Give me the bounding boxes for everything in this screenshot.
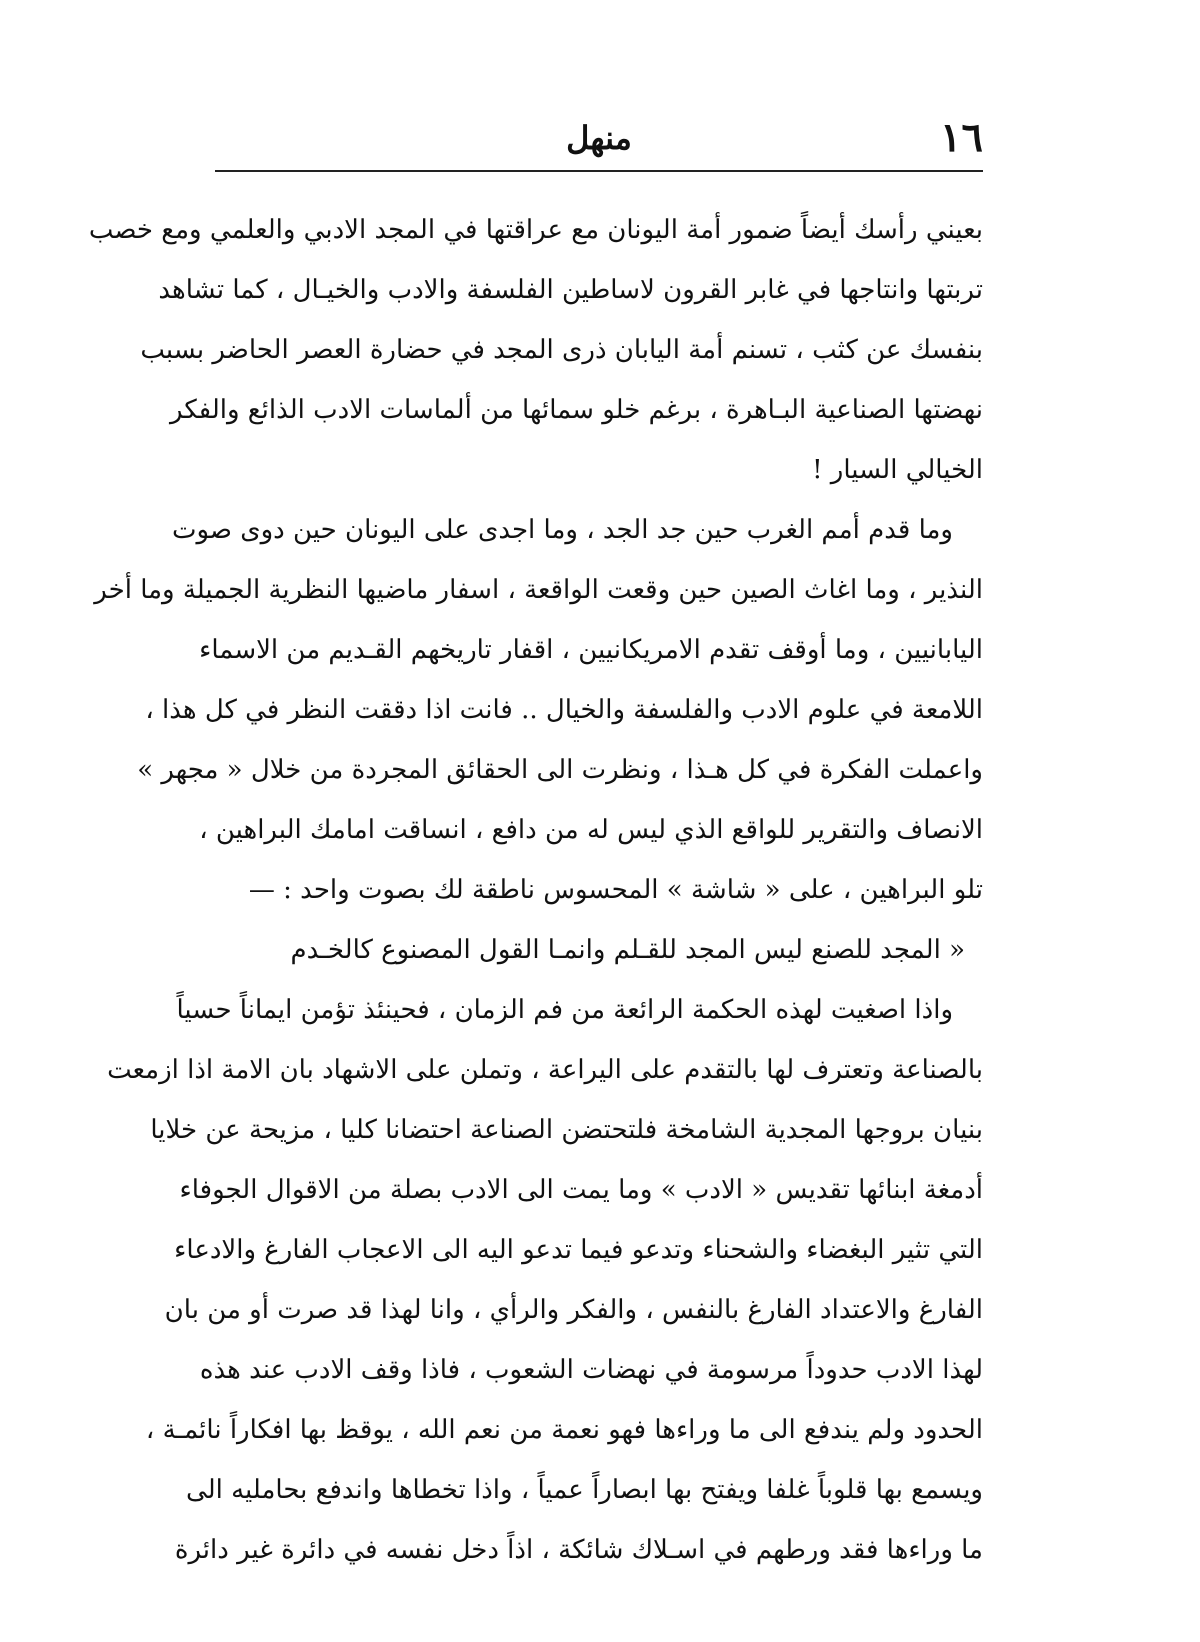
verse-line: « المجد للصنع ليس المجد للقـلم وانمـا القول المصنوع كالخـدم: [290, 935, 965, 965]
journal-title: منهل: [566, 119, 632, 157]
text-line: واعملت الفكرة في كل هـذا ، ونظرت الى الحقائق المجردة من خلال « مجهر »: [137, 755, 983, 785]
text-line: بعيني رأسك أيضاً ضمور أمة اليونان مع عراقتها في المجد الادبي والعلمي ومع خصب: [88, 215, 983, 245]
text-line: اللامعة في علوم الادب والفلسفة والخيال .. فانت اذا دققت النظر في كل هذا ،: [145, 695, 983, 725]
text-line: اليابانيين ، وما أوقف تقدم الامريكانيين ، اقفار تاريخهم القـديم من الاسماء: [199, 635, 983, 665]
text-line: التي تثير البغضاء والشحناء وتدعو فيما تدعو اليه الى الاعجاب الفارغ والادعاء: [174, 1235, 983, 1265]
text-line: بالصناعة وتعترف لها بالتقدم على اليراعة ، وتملن على الاشهاد بان الامة اذا ازمعت: [107, 1055, 983, 1085]
text-line: ويسمع بها قلوباً غلفا ويفتح بها ابصاراً عمياً ، واذا تخطاها واندفع بحامليه الى: [186, 1475, 983, 1505]
text-line: أدمغة ابنائها تقديس « الادب » وما يمت الى الادب بصلة من الاقوال الجوفاء: [179, 1175, 983, 1205]
text-line: نهضتها الصناعية البـاهرة ، برغم خلو سمائها من ألماسات الادب الذائع والفكر: [169, 395, 983, 425]
paragraph-end-line: الخيالي السيار !: [812, 455, 983, 485]
article-body: [88, 200, 983, 1580]
text-line: الفارغ والاعتداد الفارغ بالنفس ، والفكر والرأي ، وانا لهذا قد صرت أو من بان: [164, 1295, 983, 1325]
text-line: بنيان بروجها المجدية الشامخة فلتحتضن الصناعة احتضانا كليا ، مزيحة عن خلايا: [150, 1115, 983, 1145]
text-line: ما وراءها فقد ورطهم في اسـلاك شائكة ، اذاً دخل نفسه في دائرة غير دائرة: [174, 1535, 983, 1565]
text-line: بنفسك عن كثب ، تسنم أمة اليابان ذرى المجد في حضارة العصر الحاضر بسبب: [140, 335, 983, 365]
text-line: الانصاف والتقرير للواقع الذي ليس له من دافع ، انساقت امامك البراهين ،: [199, 815, 983, 845]
paragraph-end-line: تلو البراهين ، على « شاشة » المحسوس ناطقة لك بصوت واحد : —: [248, 875, 983, 905]
text-line: النذير ، وما اغاث الصين حين وقعت الواقعة ، اسفار ماضيها النظرية الجميلة وما أخر: [94, 575, 983, 605]
text-line: واذا اصغيت لهذه الحكمة الرائعة من فم الزمان ، فحينئذ تؤمن ايماناً حسياً: [176, 995, 953, 1025]
text-line: تربتها وانتاجها في غابر القرون لاساطين الفلسفة والادب والخيـال ، كما تشاهد: [158, 275, 983, 305]
text-line: وما قدم أمم الغرب حين جد الجد ، وما اجدى على اليونان حين دوى صوت: [172, 515, 953, 545]
text-line: الحدود ولم يندفع الى ما وراءها فهو نعمة من نعم الله ، يوقظ بها افكاراً نائمـة ،: [145, 1415, 983, 1445]
page-header: [215, 108, 983, 168]
text-line: لهذا الادب حدوداً مرسومة في نهضات الشعوب ، فاذا وقف الادب عند هذه: [199, 1355, 983, 1385]
page-number: ١٦: [940, 114, 983, 161]
header-rule: [215, 170, 983, 172]
